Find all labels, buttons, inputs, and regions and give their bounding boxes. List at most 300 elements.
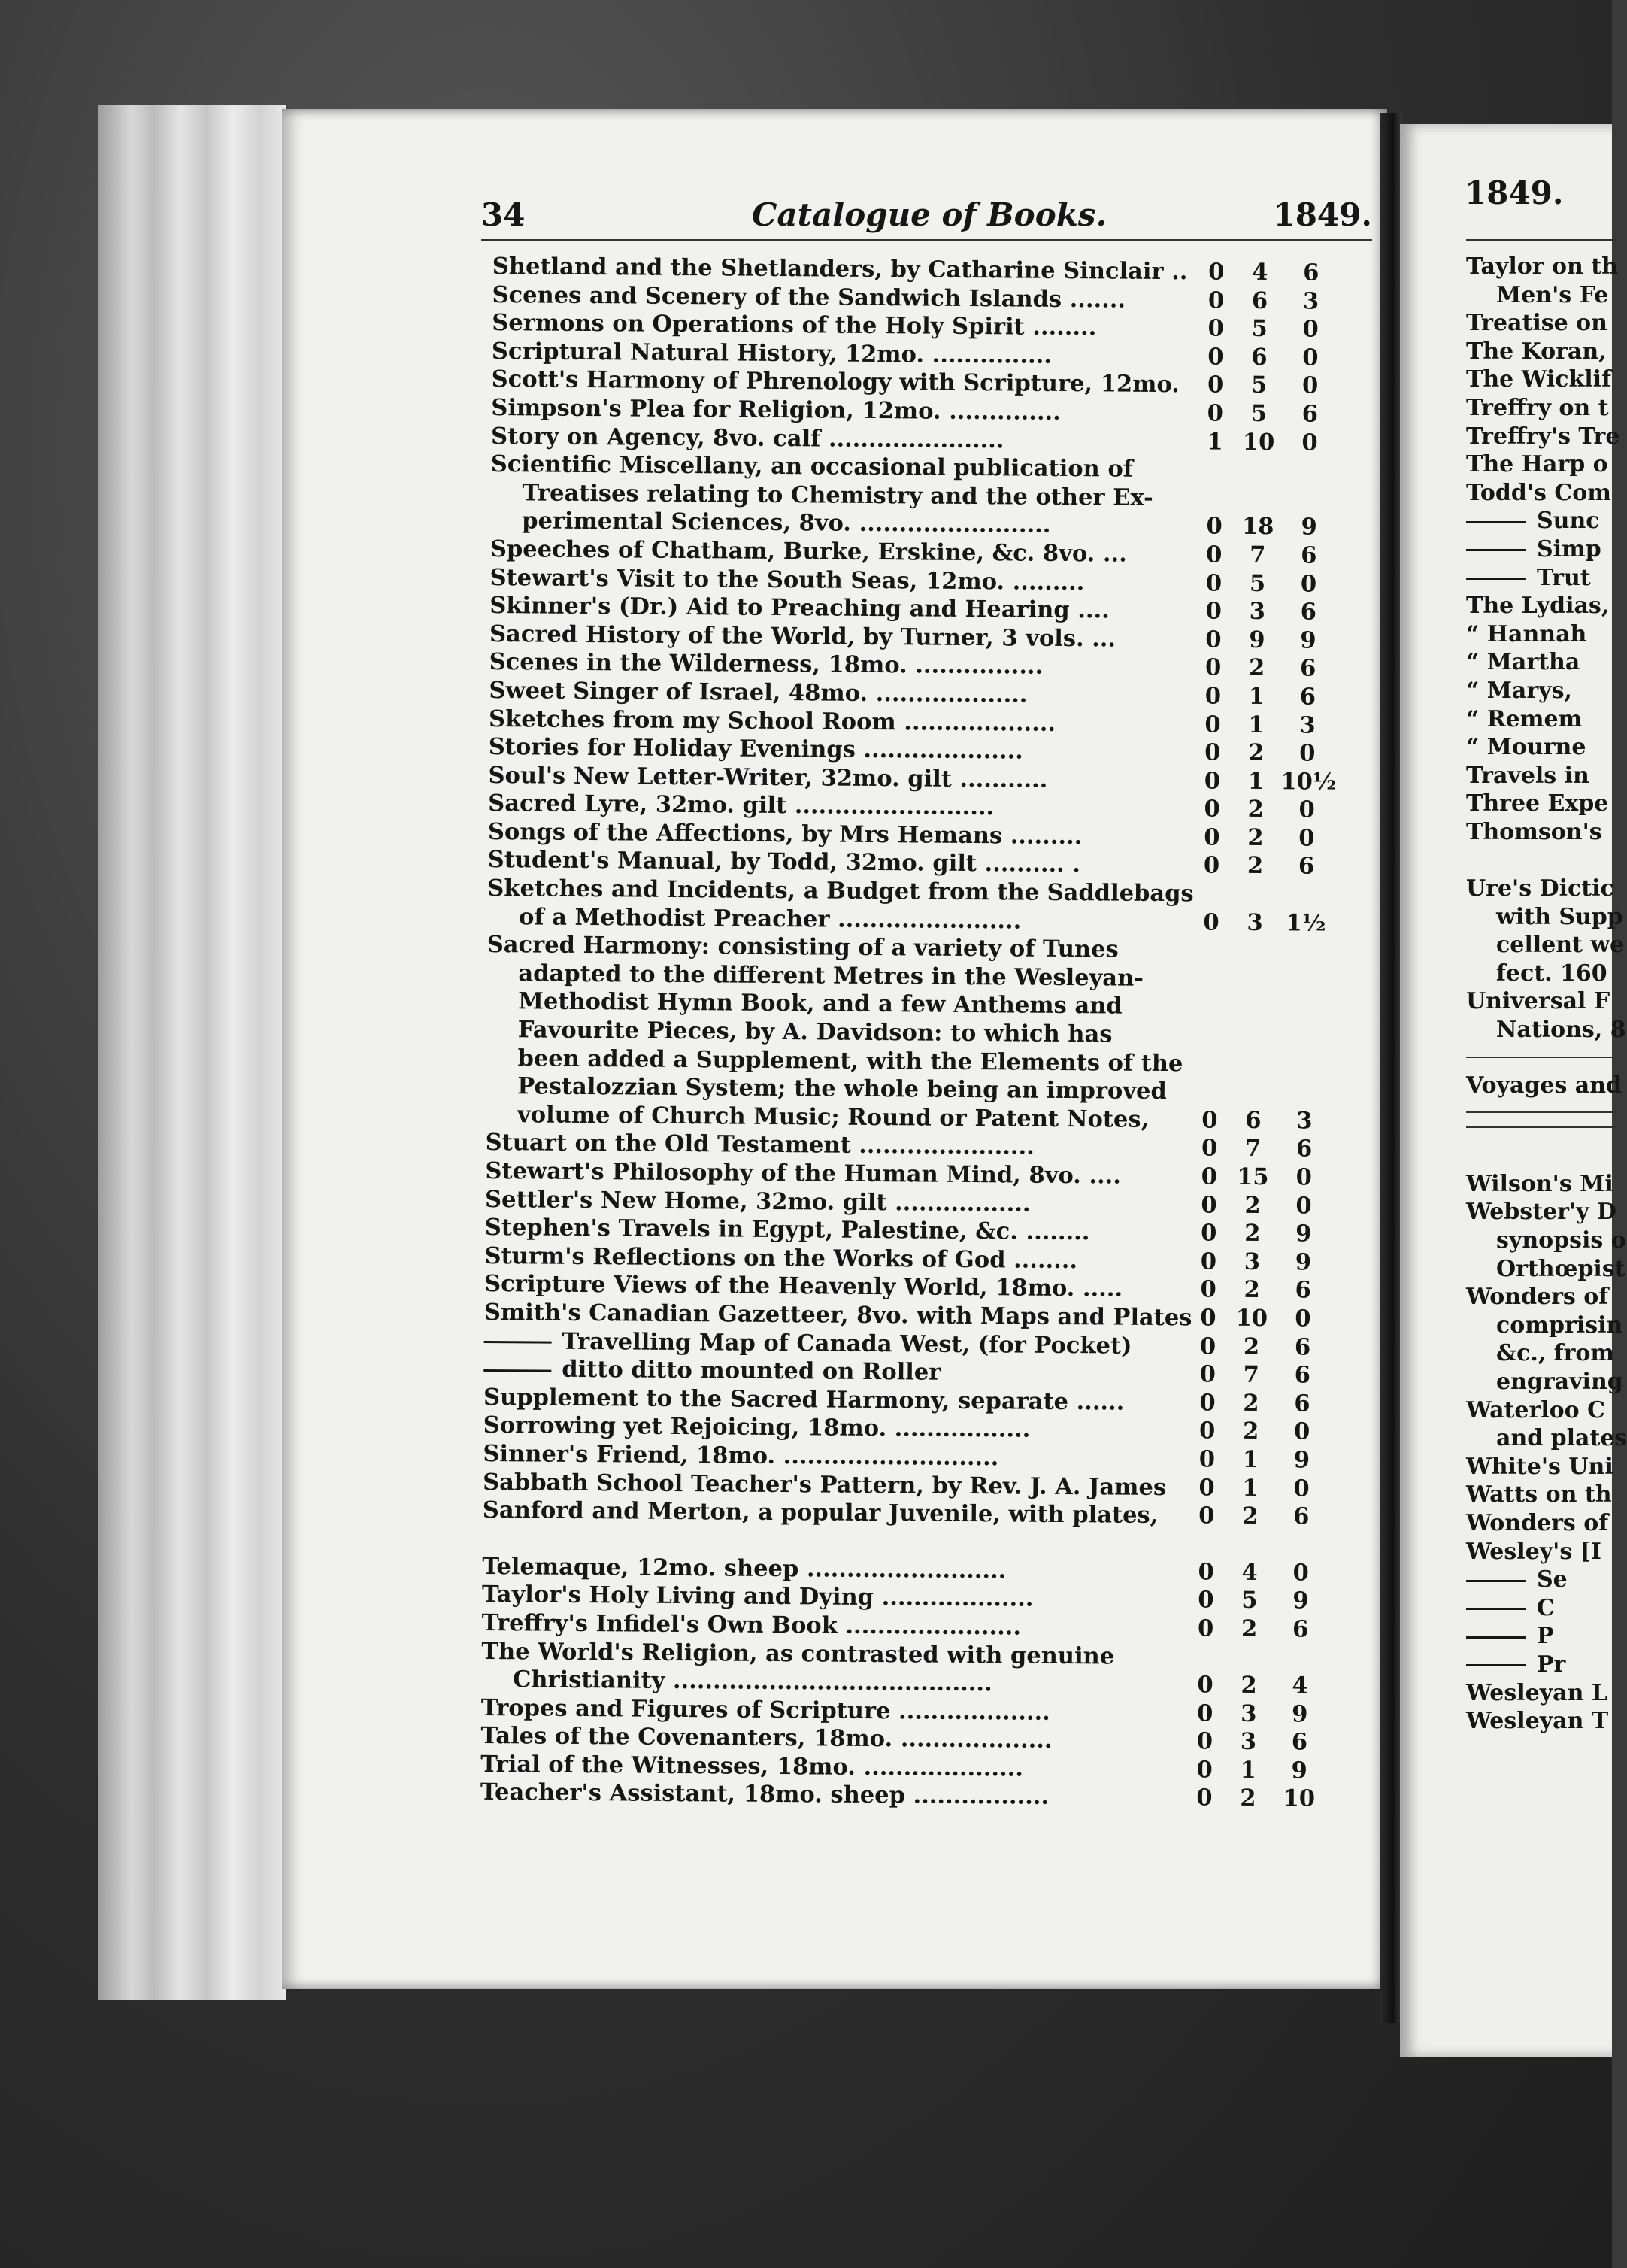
entry-title-text: Scripture Views of the Heavenly World, 18mo. ..... bbox=[484, 1270, 1123, 1302]
entry-title-text: Methodist Hymn Book, and a few Anthems and bbox=[518, 987, 1123, 1020]
entry-title-text: Settler's New Home, 32mo. gilt ................. bbox=[484, 1185, 1031, 1217]
price-pounds: 0 bbox=[1197, 1671, 1213, 1699]
price-pence: 6 bbox=[1294, 1333, 1311, 1361]
right-page-line bbox=[1466, 479, 1616, 508]
entry-title-text: Student's Manual, by Todd, 32mo. gilt .......... . bbox=[487, 846, 1081, 878]
entry-price bbox=[1192, 908, 1358, 938]
right-page-line-text: fect. 160 bbox=[1496, 960, 1607, 987]
entry-price bbox=[1188, 1474, 1353, 1503]
right-page-line-text: engraving bbox=[1496, 1368, 1623, 1395]
entry-title-text: Tropes and Figures of Scripture ................... bbox=[480, 1693, 1051, 1726]
price-pence: 6 bbox=[1291, 1728, 1308, 1756]
entry-price bbox=[1197, 315, 1362, 344]
price-pence: 0 bbox=[1302, 344, 1319, 371]
entry-price bbox=[1189, 1360, 1354, 1390]
entry-title-text: Sacred History of the World, by Turner, 3 vols. ... bbox=[489, 620, 1116, 653]
price-pence: 0 bbox=[1299, 739, 1316, 767]
entry-title-text: Travelling Map of Canada West, (for Pocket) bbox=[562, 1327, 1132, 1360]
ditto-rule bbox=[1466, 1636, 1526, 1639]
entry-title-text: perimental Sciences, 8vo. ........................ bbox=[522, 507, 1051, 539]
price-pounds: 0 bbox=[1205, 597, 1223, 625]
right-page-line-text: Nations, 8 bbox=[1496, 1017, 1626, 1044]
entry-price bbox=[1186, 1699, 1352, 1729]
price-pence: 0 bbox=[1302, 315, 1319, 343]
entry-price bbox=[1186, 1728, 1351, 1757]
entry-price bbox=[1186, 1784, 1351, 1814]
entry-title-text: Stephen's Travels in Egypt, Palestine, &c. ........ bbox=[484, 1214, 1090, 1246]
header-rule bbox=[481, 239, 1372, 241]
entry-price bbox=[1189, 1418, 1354, 1447]
right-page-line-text: “ Mourne bbox=[1466, 734, 1586, 761]
price-shillings: 6 bbox=[1245, 1106, 1262, 1134]
right-page-line-text: Watts on th bbox=[1466, 1481, 1612, 1508]
price-pounds: 0 bbox=[1205, 626, 1222, 653]
price-shillings: 2 bbox=[1241, 1671, 1257, 1699]
entry-title-text: Stewart's Philosophy of the Human Mind, 8vo. .... bbox=[485, 1157, 1122, 1190]
entry-price bbox=[1193, 796, 1359, 825]
entry-title-text: Telemaque, 12mo. sheep ......................... bbox=[482, 1552, 1007, 1584]
catalogue-entry bbox=[490, 450, 1393, 542]
entry-price bbox=[1195, 541, 1361, 570]
entry-title-text: Sketches and Incidents, a Budget from the Saddlebags bbox=[487, 875, 1194, 908]
price-shillings: 1 bbox=[1242, 1445, 1259, 1473]
entry-title-text: Scott's Harmony of Phrenology with Scripture, 12mo. bbox=[491, 365, 1180, 399]
right-page-line-text: Orthœpist bbox=[1496, 1255, 1625, 1282]
right-page-line-text: P bbox=[1537, 1623, 1554, 1650]
price-pounds: 0 bbox=[1204, 767, 1221, 795]
entry-price bbox=[1189, 1389, 1354, 1418]
price-shillings: 7 bbox=[1244, 1135, 1262, 1163]
right-page-line-text: Simp bbox=[1537, 535, 1601, 562]
right-page-line-text: with Supp bbox=[1496, 903, 1623, 930]
ditto-rule bbox=[1466, 521, 1526, 523]
entry-title-text: The World's Religion, as contrasted with genuine bbox=[481, 1637, 1115, 1670]
page-number: 34 bbox=[481, 196, 526, 233]
entry-price bbox=[1193, 823, 1359, 853]
entry-title-text: Sturm's Reflections on the Works of God ........ bbox=[484, 1242, 1078, 1274]
entry-title-line bbox=[483, 1496, 1188, 1530]
price-pence: 6 bbox=[1301, 541, 1317, 569]
price-pence: 6 bbox=[1294, 1361, 1311, 1389]
entry-title-text: Scientific Miscellany, an occasional publication of bbox=[490, 450, 1134, 483]
entry-price bbox=[1196, 399, 1362, 429]
ditto-rule bbox=[1466, 1580, 1526, 1582]
entry-title bbox=[487, 875, 1193, 937]
entry-price bbox=[1194, 682, 1359, 711]
right-page-line bbox=[1466, 1396, 1616, 1425]
right-page-line bbox=[1466, 450, 1616, 479]
right-page-line bbox=[1466, 903, 1623, 932]
right-page-line-text: synopsis o bbox=[1496, 1227, 1626, 1254]
page-edges bbox=[98, 105, 286, 2000]
right-page-line bbox=[1466, 281, 1616, 310]
right-page-line-text: Travels in bbox=[1466, 762, 1589, 789]
price-shillings: 2 bbox=[1248, 654, 1265, 682]
entry-title-text: Favourite Pieces, by A. Davidson: to which has bbox=[517, 1016, 1113, 1048]
right-page-line-text: Treatise on bbox=[1466, 310, 1607, 337]
right-page-line bbox=[1466, 1339, 1616, 1368]
ditto-rule bbox=[484, 1341, 552, 1344]
price-pounds: 0 bbox=[1204, 710, 1221, 738]
price-pounds: 0 bbox=[1203, 851, 1220, 880]
price-pence: 0 bbox=[1301, 429, 1318, 456]
right-page-line bbox=[1466, 253, 1616, 281]
entry-title-text: Songs of the Affections, by Mrs Hemans ......... bbox=[487, 817, 1083, 850]
entry-title-text: Sorrowing yet Rejoicing, 18mo. ................. bbox=[483, 1411, 1031, 1444]
right-page-line-text: Treffry's Tre bbox=[1466, 423, 1620, 450]
price-pounds: 0 bbox=[1201, 1191, 1217, 1219]
price-shillings: 2 bbox=[1241, 1615, 1258, 1642]
price-pence: 1½ bbox=[1286, 908, 1326, 937]
entry-title-text: Scenes in the Wilderness, 18mo. ................ bbox=[489, 648, 1044, 681]
entry-price bbox=[1195, 597, 1360, 626]
entry-title-text: Simpson's Plea for Religion, 12mo. .............. bbox=[491, 393, 1062, 426]
price-pence: 9 bbox=[1292, 1700, 1308, 1728]
right-page-line-text: Trut bbox=[1537, 564, 1591, 591]
right-page-line-text: Wesleyan L bbox=[1466, 1679, 1607, 1706]
price-shillings: 5 bbox=[1250, 371, 1268, 399]
entry-price bbox=[1191, 1135, 1356, 1164]
right-page-line-text: C bbox=[1537, 1594, 1555, 1621]
blank-line bbox=[1466, 846, 1616, 875]
entry-title-text: Treffry's Infidel's Own Book ...................... bbox=[481, 1609, 1022, 1641]
price-shillings: 2 bbox=[1243, 1333, 1260, 1360]
price-pence: 0 bbox=[1300, 569, 1317, 598]
price-shillings: 1 bbox=[1240, 1756, 1256, 1784]
price-shillings: 2 bbox=[1247, 796, 1264, 823]
right-page-line-text: Thomson's bbox=[1466, 818, 1602, 845]
price-pence: 9 bbox=[1300, 626, 1316, 654]
entry-title-text: Smith's Canadian Gazetteer, 8vo. with Maps and Plates bbox=[483, 1298, 1192, 1332]
entry-title-text: Sweet Singer of Israel, 48mo. ................... bbox=[489, 676, 1028, 708]
right-page-line-text: Taylor on th bbox=[1466, 253, 1618, 280]
price-shillings: 6 bbox=[1251, 343, 1268, 371]
entry-title-text: Sketches from my School Room ................... bbox=[488, 705, 1056, 737]
right-page-year: 1849. bbox=[1465, 174, 1564, 211]
right-page-line-text: The Wicklif bbox=[1466, 366, 1611, 393]
price-shillings: 1 bbox=[1248, 682, 1265, 710]
section-rule bbox=[1466, 1111, 1616, 1113]
entry-price bbox=[1187, 1615, 1353, 1644]
entry-price bbox=[1197, 343, 1362, 372]
entry-price bbox=[1188, 1445, 1353, 1475]
blank-line bbox=[1466, 1142, 1616, 1170]
price-pence: 4 bbox=[1292, 1672, 1308, 1699]
entry-title bbox=[481, 1637, 1187, 1699]
price-pounds: 0 bbox=[1204, 653, 1222, 681]
price-pounds: 0 bbox=[1208, 258, 1225, 286]
price-pence: 9 bbox=[1291, 1757, 1307, 1784]
entry-price bbox=[1191, 1106, 1356, 1136]
catalogue-entries bbox=[480, 253, 1395, 1814]
catalogue-entry bbox=[483, 1496, 1385, 1532]
price-pounds: 1 bbox=[1207, 428, 1223, 456]
price-pounds: 0 bbox=[1206, 541, 1223, 569]
price-shillings: 2 bbox=[1242, 1418, 1259, 1445]
entry-title-text: Sanford and Merton, a popular Juvenile, with plates, bbox=[482, 1496, 1159, 1530]
right-page-line-text: Wilson's Mi bbox=[1466, 1170, 1613, 1197]
price-shillings: 7 bbox=[1243, 1361, 1260, 1389]
price-pounds: 0 bbox=[1198, 1558, 1215, 1586]
ditto-rule bbox=[1466, 549, 1526, 551]
right-page-line-text: Waterloo C bbox=[1466, 1396, 1606, 1424]
price-pounds: 0 bbox=[1196, 1784, 1213, 1812]
price-shillings: 1 bbox=[1248, 711, 1265, 738]
price-pounds: 0 bbox=[1198, 1473, 1215, 1502]
price-pounds: 0 bbox=[1205, 569, 1223, 597]
entry-price bbox=[1194, 738, 1359, 768]
price-shillings: 3 bbox=[1244, 1248, 1261, 1275]
price-pounds: 0 bbox=[1207, 314, 1224, 342]
right-page-line-text: Wesley's [I bbox=[1466, 1538, 1601, 1565]
price-pence: 10 bbox=[1283, 1784, 1316, 1813]
entry-price bbox=[1190, 1220, 1356, 1249]
right-page-line-text: Treffry on t bbox=[1466, 394, 1609, 421]
price-shillings: 9 bbox=[1249, 626, 1265, 653]
right-page-line-text: Todd's Com bbox=[1466, 479, 1611, 506]
price-shillings: 2 bbox=[1240, 1784, 1256, 1812]
right-page-line bbox=[1466, 1453, 1616, 1481]
price-pence: 0 bbox=[1295, 1192, 1312, 1220]
entry-title-text: Supplement to the Sacred Harmony, separate ...... bbox=[483, 1383, 1125, 1416]
entry-title-text: Teacher's Assistant, 18mo. sheep ................. bbox=[480, 1778, 1050, 1811]
right-page-line-text: Wonders of bbox=[1466, 1284, 1609, 1311]
entry-title-text: Sabbath School Teacher's Pattern, by Rev. J. A. James bbox=[483, 1468, 1167, 1501]
right-page-line bbox=[1466, 1566, 1616, 1594]
right-page-line bbox=[1466, 564, 1616, 593]
right-page-line bbox=[1466, 1538, 1616, 1566]
entry-title bbox=[483, 1496, 1188, 1530]
price-shillings: 3 bbox=[1249, 598, 1266, 626]
right-page-line-text: “ Hannah bbox=[1466, 620, 1587, 647]
entry-title bbox=[486, 931, 1192, 1135]
right-page-line-text: Pr bbox=[1537, 1651, 1566, 1678]
price-pence: 9 bbox=[1295, 1220, 1312, 1248]
entry-price bbox=[1198, 258, 1363, 287]
entry-title-text: Christianity ........................................ bbox=[512, 1666, 992, 1697]
price-shillings: 2 bbox=[1247, 852, 1264, 880]
running-head bbox=[481, 188, 1372, 233]
price-shillings: 3 bbox=[1241, 1699, 1257, 1727]
price-pounds: 0 bbox=[1198, 1417, 1216, 1445]
price-pence: 6 bbox=[1299, 654, 1316, 682]
price-pounds: 0 bbox=[1201, 1106, 1218, 1134]
entry-title-text: Taylor's Holy Living and Dying ................... bbox=[481, 1581, 1034, 1613]
right-page-line-text: Sunc bbox=[1537, 508, 1600, 535]
entry-title bbox=[490, 450, 1196, 541]
price-shillings: 1 bbox=[1247, 767, 1265, 795]
price-shillings: 5 bbox=[1241, 1587, 1258, 1615]
ditto-rule bbox=[1466, 1608, 1526, 1610]
price-pence: 0 bbox=[1293, 1474, 1310, 1502]
price-pence: 6 bbox=[1295, 1276, 1311, 1304]
right-page-line bbox=[1466, 762, 1616, 790]
price-shillings: 1 bbox=[1242, 1474, 1259, 1502]
price-pence: 6 bbox=[1294, 1390, 1310, 1418]
ditto-rule bbox=[483, 1369, 551, 1372]
entry-title-text: Trial of the Witnesses, 18mo. .................... bbox=[480, 1750, 1024, 1782]
price-pounds: 0 bbox=[1204, 682, 1222, 710]
right-page-line bbox=[1466, 1622, 1616, 1651]
right-page-line-text: The Harp o bbox=[1466, 451, 1608, 478]
entry-price bbox=[1189, 1276, 1355, 1305]
entry-title-text: Skinner's (Dr.) Aid to Preaching and Hearing .... bbox=[489, 592, 1110, 624]
price-pounds: 0 bbox=[1204, 795, 1220, 823]
entry-price bbox=[1189, 1333, 1354, 1362]
price-pounds: 0 bbox=[1203, 908, 1219, 936]
running-title: Catalogue of Books. bbox=[752, 196, 1107, 233]
price-shillings: 7 bbox=[1250, 541, 1266, 569]
entry-title-text: Pestalozzian System; the whole being an improved bbox=[517, 1072, 1167, 1105]
right-page-line-text: Universal F bbox=[1466, 988, 1610, 1015]
right-page-line-text: Wonders of bbox=[1466, 1509, 1609, 1536]
entry-price bbox=[1187, 1558, 1353, 1587]
entry-title-text: Sinner's Friend, 18mo. ........................... bbox=[483, 1439, 999, 1472]
right-page-line-text: Webster'y D bbox=[1466, 1199, 1617, 1226]
price-pence: 3 bbox=[1296, 1107, 1313, 1135]
price-pounds: 0 bbox=[1196, 1727, 1213, 1755]
right-page-line-text: Three Expe bbox=[1466, 790, 1609, 817]
right-page-line bbox=[1466, 535, 1616, 564]
price-pounds: 0 bbox=[1198, 1502, 1215, 1530]
right-page-line bbox=[1466, 1255, 1625, 1284]
entry-title-text: Tales of the Covenanters, 18mo. ................... bbox=[480, 1722, 1053, 1754]
price-pounds: 0 bbox=[1198, 1586, 1214, 1614]
price-pence: 6 bbox=[1292, 1615, 1309, 1643]
price-pence: 6 bbox=[1300, 598, 1317, 626]
right-page-line-text: White's Uni bbox=[1466, 1453, 1613, 1480]
right-page-line-text: Wesleyan T bbox=[1466, 1708, 1609, 1735]
right-page-line-text: “ Martha bbox=[1466, 649, 1580, 676]
price-shillings: 3 bbox=[1240, 1728, 1257, 1756]
price-pounds: 0 bbox=[1198, 1445, 1216, 1473]
section-rule bbox=[1466, 1126, 1616, 1128]
price-pounds: 0 bbox=[1201, 1163, 1218, 1190]
price-pence: 0 bbox=[1293, 1418, 1310, 1445]
right-page-line bbox=[1466, 423, 1620, 451]
price-shillings: 4 bbox=[1241, 1558, 1259, 1586]
entry-price bbox=[1195, 654, 1360, 684]
price-pounds: 0 bbox=[1199, 1332, 1216, 1360]
right-page-line bbox=[1466, 592, 1616, 620]
entry-title-text: Stories for Holiday Evenings .................... bbox=[488, 733, 1023, 765]
price-shillings: 3 bbox=[1247, 908, 1263, 936]
entry-price bbox=[1194, 711, 1359, 740]
price-pounds: 0 bbox=[1196, 1756, 1213, 1784]
price-shillings: 2 bbox=[1244, 1220, 1261, 1248]
price-pence: 6 bbox=[1295, 1135, 1313, 1163]
price-pounds: 0 bbox=[1206, 512, 1223, 540]
price-pence: 0 bbox=[1295, 1305, 1311, 1333]
price-pounds: 0 bbox=[1199, 1389, 1216, 1417]
catalogue-entry bbox=[487, 875, 1390, 938]
entry-price bbox=[1189, 1304, 1355, 1333]
entry-title-text: volume of Church Music; Round or Patent Notes, bbox=[517, 1101, 1150, 1133]
price-pounds: 0 bbox=[1201, 1134, 1218, 1163]
price-pence: 10½ bbox=[1280, 767, 1337, 796]
price-pounds: 0 bbox=[1207, 343, 1224, 371]
price-pence: 3 bbox=[1302, 287, 1319, 315]
price-pounds: 0 bbox=[1200, 1248, 1217, 1275]
entry-title-text: Sacred Lyre, 32mo. gilt ......................... bbox=[488, 790, 995, 821]
price-pence: 0 bbox=[1298, 796, 1315, 823]
right-page-line bbox=[1466, 1311, 1623, 1340]
price-shillings: 2 bbox=[1247, 823, 1264, 851]
entry-title-text: Scriptural Natural History, 12mo. ............... bbox=[491, 337, 1053, 369]
price-pounds: 0 bbox=[1201, 1219, 1217, 1247]
entry-price bbox=[1193, 767, 1359, 796]
price-shillings: 15 bbox=[1237, 1163, 1269, 1191]
price-pounds: 0 bbox=[1204, 738, 1221, 766]
right-page-line bbox=[1466, 1198, 1616, 1226]
right-page-line bbox=[1466, 818, 1616, 847]
right-page-line-text: and plates bbox=[1496, 1425, 1627, 1452]
right-page-line bbox=[1466, 705, 1616, 734]
right-page-line bbox=[1466, 394, 1616, 423]
price-pence: 9 bbox=[1301, 513, 1317, 541]
entry-price bbox=[1186, 1671, 1352, 1700]
entry-title-text: Scenes and Scenery of the Sandwich Islands ....... bbox=[492, 280, 1126, 314]
price-pounds: 0 bbox=[1199, 1360, 1216, 1388]
right-page-line bbox=[1466, 648, 1616, 677]
entry-price bbox=[1190, 1163, 1356, 1192]
entry-title-text: been added a Supplement, with the Elements of the bbox=[517, 1044, 1183, 1077]
right-page-line-text: &c., from bbox=[1496, 1340, 1615, 1367]
price-pence: 6 bbox=[1293, 1502, 1310, 1530]
right-page-entries bbox=[1466, 253, 1627, 1736]
price-pounds: 0 bbox=[1204, 823, 1220, 851]
catalogue-entry bbox=[486, 931, 1389, 1136]
price-pounds: 0 bbox=[1207, 287, 1225, 314]
entry-price bbox=[1196, 371, 1362, 401]
right-page-line bbox=[1466, 1368, 1623, 1396]
right-page-line-text: Men's Fe bbox=[1496, 281, 1609, 308]
right-page-line bbox=[1466, 733, 1616, 762]
right-page-line bbox=[1466, 1424, 1627, 1453]
entry-price bbox=[1189, 1248, 1355, 1277]
price-pence: 6 bbox=[1299, 683, 1316, 711]
price-pence: 0 bbox=[1292, 1559, 1309, 1587]
price-pounds: 0 bbox=[1207, 399, 1224, 427]
page-year: 1849. bbox=[1273, 196, 1372, 233]
right-page-line-text: “ Remem bbox=[1466, 705, 1583, 732]
entry-price bbox=[1195, 513, 1361, 542]
right-page-line bbox=[1466, 1072, 1622, 1100]
ditto-rule bbox=[1466, 1664, 1526, 1666]
right-header-rule bbox=[1466, 239, 1616, 241]
entry-title-text: adapted to the different Metres in the Wesleyan- bbox=[518, 960, 1144, 992]
price-shillings: 5 bbox=[1250, 399, 1268, 428]
price-pence: 0 bbox=[1295, 1163, 1313, 1191]
right-page-line bbox=[1466, 365, 1616, 394]
price-shillings: 5 bbox=[1249, 569, 1266, 597]
price-pounds: 0 bbox=[1207, 371, 1224, 399]
right-page-line bbox=[1466, 1226, 1626, 1255]
price-shillings: 6 bbox=[1251, 287, 1268, 314]
entry-price bbox=[1187, 1587, 1353, 1616]
price-shillings: 4 bbox=[1252, 258, 1268, 287]
right-page-line-text: Voyages and bbox=[1466, 1072, 1622, 1099]
price-pence: 6 bbox=[1298, 852, 1315, 881]
right-page-line bbox=[1466, 1481, 1616, 1509]
entry-title-text: Sermons on Operations of the Holy Spirit ........ bbox=[492, 309, 1097, 341]
entry-price bbox=[1197, 287, 1362, 316]
entry-title-text: Soul's New Letter-Writer, 32mo. gilt ........... bbox=[488, 761, 1048, 793]
right-page-line-text: The Lydias, bbox=[1466, 593, 1610, 620]
entry-price bbox=[1190, 1191, 1356, 1220]
price-pounds: 0 bbox=[1200, 1304, 1216, 1332]
price-pence: 9 bbox=[1292, 1587, 1309, 1615]
